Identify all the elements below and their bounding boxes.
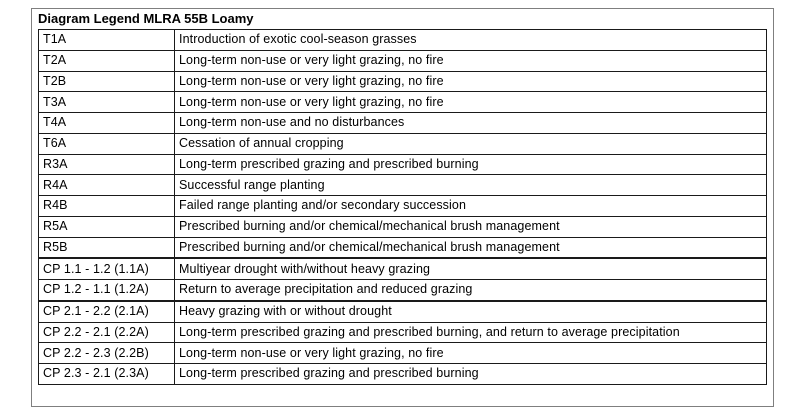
table-row xyxy=(39,71,767,92)
code-cell: R5B xyxy=(39,237,175,258)
code-cell: R4A xyxy=(39,175,175,196)
table-row xyxy=(39,92,767,113)
description-cell: Introduction of exotic cool-season grasses xyxy=(175,30,767,51)
code-cell: T6A xyxy=(39,133,175,154)
description-cell: Multiyear drought with/without heavy grazing xyxy=(175,258,767,279)
code-cell: R4B xyxy=(39,196,175,217)
table-row xyxy=(39,30,767,51)
table-row xyxy=(39,322,767,343)
code-cell: T1A xyxy=(39,30,175,51)
code-cell: CP 2.2 - 2.1 (2.2A) xyxy=(39,322,175,343)
legend-table xyxy=(38,29,767,385)
table-row xyxy=(39,364,767,385)
table-row xyxy=(39,280,767,301)
table-row xyxy=(39,216,767,237)
description-cell: Long-term non-use or very light grazing, no fire xyxy=(175,92,767,113)
table-row xyxy=(39,50,767,71)
description-cell: Failed range planting and/or secondary succession xyxy=(175,196,767,217)
table-row xyxy=(39,301,767,322)
description-cell: Long-term prescribed grazing and prescribed burning xyxy=(175,154,767,175)
code-cell: R5A xyxy=(39,216,175,237)
description-cell: Long-term non-use or very light grazing, no fire xyxy=(175,50,767,71)
description-cell: Cessation of annual cropping xyxy=(175,133,767,154)
table-row xyxy=(39,237,767,258)
table-row xyxy=(39,343,767,364)
code-cell: T2A xyxy=(39,50,175,71)
description-cell: Successful range planting xyxy=(175,175,767,196)
description-cell: Prescribed burning and/or chemical/mechanical brush management xyxy=(175,237,767,258)
code-cell: R3A xyxy=(39,154,175,175)
code-cell: CP 2.1 - 2.2 (2.1A) xyxy=(39,301,175,322)
description-cell: Prescribed burning and/or chemical/mechanical brush management xyxy=(175,216,767,237)
legend-title: Diagram Legend MLRA 55B Loamy xyxy=(38,11,254,26)
table-row xyxy=(39,113,767,134)
code-cell: CP 1.2 - 1.1 (1.2A) xyxy=(39,280,175,301)
description-cell: Long-term prescribed grazing and prescribed burning xyxy=(175,364,767,385)
table-row xyxy=(39,133,767,154)
description-cell: Long-term non-use or very light grazing, no fire xyxy=(175,343,767,364)
description-cell: Long-term prescribed grazing and prescribed burning, and return to average precipitation xyxy=(175,322,767,343)
description-cell: Return to average precipitation and reduced grazing xyxy=(175,280,767,301)
description-cell: Long-term non-use or very light grazing, no fire xyxy=(175,71,767,92)
table-row xyxy=(39,258,767,279)
description-cell: Heavy grazing with or without drought xyxy=(175,301,767,322)
description-cell: Long-term non-use and no disturbances xyxy=(175,113,767,134)
code-cell: CP 2.2 - 2.3 (2.2B) xyxy=(39,343,175,364)
code-cell: CP 2.3 - 2.1 (2.3A) xyxy=(39,364,175,385)
code-cell: T3A xyxy=(39,92,175,113)
code-cell: T2B xyxy=(39,71,175,92)
code-cell: CP 1.1 - 1.2 (1.1A) xyxy=(39,258,175,279)
table-row xyxy=(39,154,767,175)
table-row xyxy=(39,196,767,217)
code-cell: T4A xyxy=(39,113,175,134)
table-row xyxy=(39,175,767,196)
legend-frame xyxy=(31,8,774,407)
